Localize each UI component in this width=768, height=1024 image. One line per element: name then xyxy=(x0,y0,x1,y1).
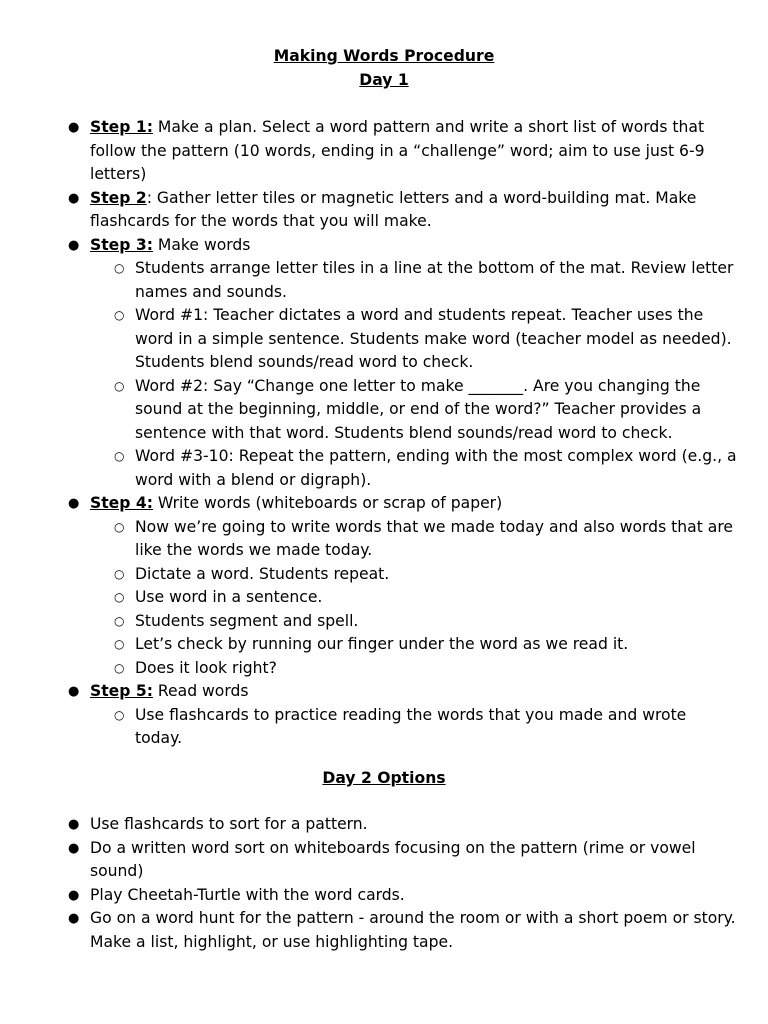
bullet-icon: ● xyxy=(68,496,80,511)
step-3-item xyxy=(68,234,738,493)
bullet-icon: ● xyxy=(68,237,80,253)
list-item xyxy=(114,633,738,657)
step-label: Step 1: xyxy=(90,118,153,136)
step-3-sublist xyxy=(114,257,738,492)
sub-item-text: Word #3-10: Repeat the pattern, ending with the most complex word (e.g., a word with a blend or digraph). xyxy=(135,447,737,489)
step-4-sublist xyxy=(114,516,738,681)
bullet-icon: ● xyxy=(68,911,80,926)
list-item xyxy=(114,610,738,634)
step-text: Read words xyxy=(152,682,249,700)
bullet-icon: ● xyxy=(68,840,80,856)
sub-item-text: Now we’re going to write words that we made today and also words that are like the words we made today. xyxy=(135,517,734,559)
option-text: Play Cheetah-Turtle with the word cards. xyxy=(90,885,405,904)
step-4-item xyxy=(68,492,738,680)
option-text: Go on a word hunt for the pattern - around the room or with a short poem or story. Make a list, highlight, or use highlighting tape. xyxy=(90,909,736,951)
sub-item-text: Use word in a sentence. xyxy=(135,588,323,606)
list-item xyxy=(68,837,738,884)
sub-bullet-icon: ○ xyxy=(114,308,125,322)
list-item xyxy=(114,257,738,304)
list-item xyxy=(114,563,738,587)
step-label: Step 4: xyxy=(90,494,153,512)
bullet-icon: ● xyxy=(68,887,80,903)
sub-bullet-icon: ○ xyxy=(114,590,125,604)
day1-heading: Day 1 xyxy=(359,71,409,89)
step-text: Write words (whiteboards or scrap of paper) xyxy=(152,494,503,512)
step-label: Step 2 xyxy=(90,188,147,207)
day2-heading: Day 2 Options xyxy=(322,769,446,787)
step-text: : Gather letter tiles or magnetic letters and a word-building mat. Make flashcards for the words that you will make. xyxy=(90,188,697,230)
option-text: Do a written word sort on whiteboards focusing on the pattern (rime or vowel sound) xyxy=(90,838,696,880)
day2-options-list xyxy=(68,813,738,954)
list-item xyxy=(114,304,738,375)
bullet-icon: ● xyxy=(68,817,80,832)
list-item xyxy=(114,516,738,563)
sub-bullet-icon: ○ xyxy=(114,519,125,534)
sub-item-text: Use flashcards to practice reading the words that you made and wrote today. xyxy=(135,705,687,747)
step-5-sublist xyxy=(114,704,738,751)
list-item xyxy=(68,813,738,837)
sub-item-text: Students segment and spell. xyxy=(135,611,359,630)
step-5-item xyxy=(68,680,738,751)
list-item xyxy=(114,657,738,681)
sub-item-text: Let’s check by running our finger under the word as we read it. xyxy=(135,635,629,653)
sub-bullet-icon: ○ xyxy=(114,660,125,675)
step-text: Make a plan. Select a word pattern and write a short list of words that follow the pattern (10 words, ending in a “challenge” word; aim to use just 6-9 letters) xyxy=(90,118,705,183)
step-2-item xyxy=(68,187,738,234)
option-text: Use flashcards to sort for a pattern. xyxy=(90,815,368,833)
list-item xyxy=(114,375,738,446)
step-label: Step 5: xyxy=(90,682,153,700)
sub-bullet-icon: ○ xyxy=(114,707,125,722)
sub-item-text: Does it look right? xyxy=(135,658,277,677)
list-item xyxy=(114,586,738,610)
sub-bullet-icon: ○ xyxy=(114,566,125,581)
sub-bullet-icon: ○ xyxy=(114,261,125,275)
steps-list xyxy=(68,116,738,751)
step-label: Step 3: xyxy=(90,235,153,254)
step-text: Make words xyxy=(152,235,251,254)
list-item xyxy=(68,907,738,954)
list-item xyxy=(114,445,738,492)
sub-bullet-icon: ○ xyxy=(114,637,125,651)
sub-item-text: Students arrange letter tiles in a line at the bottom of the mat. Review letter names and sounds. xyxy=(135,259,734,301)
sub-bullet-icon: ○ xyxy=(114,449,125,463)
list-item xyxy=(68,884,738,908)
bullet-icon: ● xyxy=(68,120,80,135)
sub-item-text: Word #1: Teacher dictates a word and students repeat. Teacher uses the word in a simple sentence. Students make word (teacher model as needed). Students blend sounds/read word to check. xyxy=(135,306,732,371)
bullet-icon: ● xyxy=(68,190,80,206)
document-title: Making Words Procedure xyxy=(273,47,495,65)
sub-item-text: Word #2: Say “Change one letter to make _______. Are you changing the sound at the beginning, middle, or end of the word?” Teacher provides a sentence with that word. Students blend sounds/read word to check. xyxy=(135,376,702,442)
sub-item-text: Dictate a word. Students repeat. xyxy=(135,564,390,583)
sub-bullet-icon: ○ xyxy=(114,613,125,628)
list-item xyxy=(114,704,738,751)
bullet-icon: ● xyxy=(68,684,80,699)
step-1-item xyxy=(68,116,738,187)
sub-bullet-icon: ○ xyxy=(114,378,125,393)
